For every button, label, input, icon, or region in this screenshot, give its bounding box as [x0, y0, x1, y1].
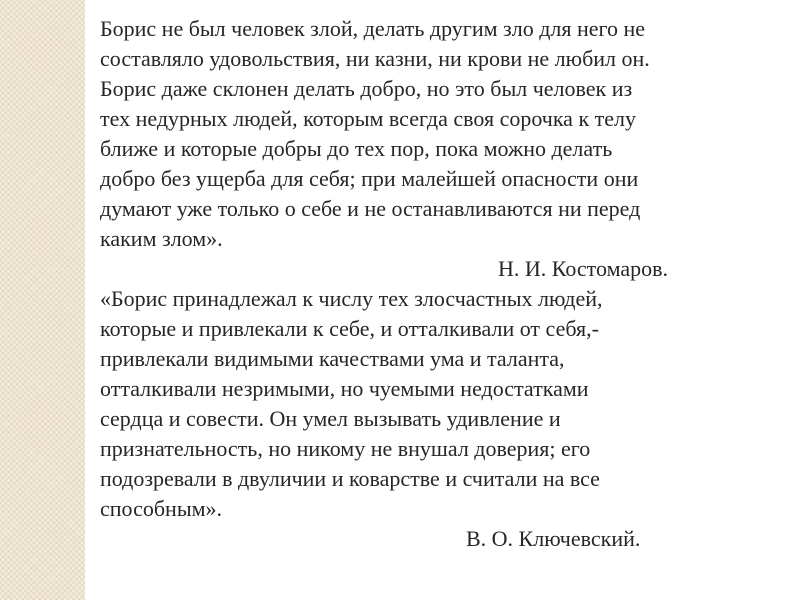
quote1-line: добро без ущерба для себя; при малейшей опасности они	[100, 166, 639, 191]
quote2-line: отталкивали незримыми, но чуемыми недостатками	[100, 376, 589, 401]
decorative-side-strip	[0, 0, 85, 600]
quote1-author: Н. И. Костомаров.	[498, 256, 668, 281]
quote2-line: подозревали в двуличии и коварстве и считали на все	[100, 466, 600, 491]
quote2-line: «Борис принадлежал к числу тех злосчастных людей,	[100, 286, 603, 311]
quote2-line: способным».	[100, 496, 223, 521]
quote2-line: привлекали видимыми качествами ума и таланта,	[100, 346, 565, 371]
quote2-line: сердца и совести. Он умел вызывать удивление и	[100, 406, 561, 431]
quote1-line: каким злом».	[100, 226, 223, 251]
quote1-line: думают уже только о себе и не останавливаются ни перед	[100, 196, 641, 221]
quote2-line: признательность, но никому не внушал доверия; его	[100, 436, 591, 461]
quote2-line: которые и привлекали к себе, и отталкивали от себя,-	[100, 316, 599, 341]
quote1-line: составляло удовольствия, ни казни, ни крови не любил он.	[100, 46, 650, 71]
quote2-author: В. О. Ключевский.	[466, 526, 641, 551]
quote1-line: Борис даже склонен делать добро, но это был человек из	[100, 76, 633, 101]
slide-text	[100, 14, 790, 554]
quote1-line: ближе и которые добры до тех пор, пока можно делать	[100, 136, 613, 161]
quote1-line: Борис не был человек злой, делать другим зло для него не	[100, 16, 646, 41]
quote1-line: тех недурных людей, которым всегда своя сорочка к телу	[100, 106, 636, 131]
